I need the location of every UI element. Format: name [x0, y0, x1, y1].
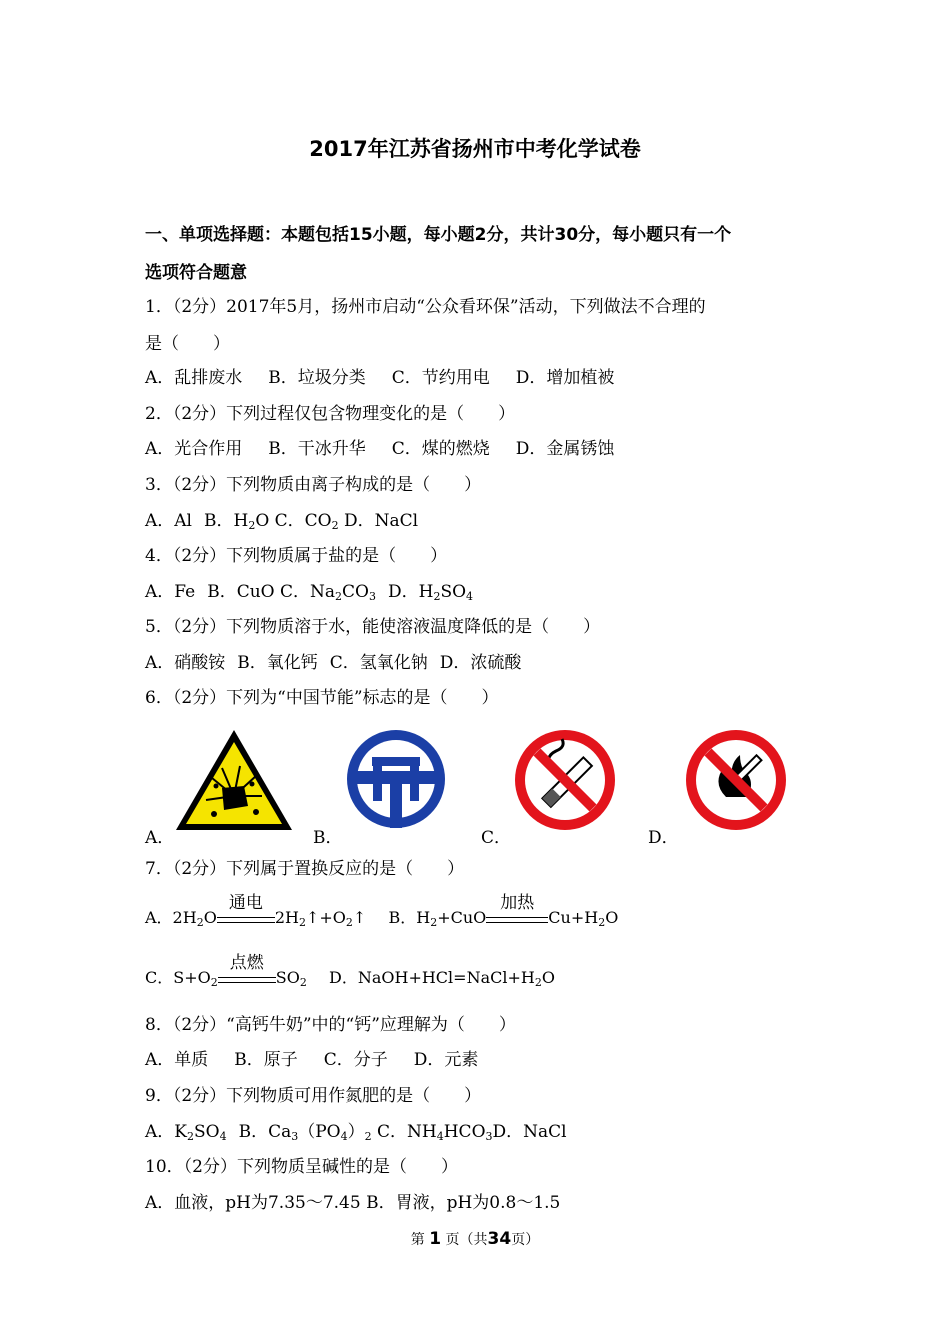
- q3-option-b[interactable]: B．$H_2O$: [204, 511, 270, 532]
- q6-stem: 6．（2分）下列为“中国节能”标志的是（ ）: [145, 688, 499, 708]
- q5-stem: 5．（2分）下列物质溶于水，能使溶液温度降低的是（ ）: [145, 617, 601, 637]
- page-total: 34: [487, 1229, 512, 1249]
- q3-options: [145, 510, 418, 537]
- q9-option-d[interactable]: D．NaCl: [492, 1122, 567, 1142]
- section-heading-line2: 选项符合题意: [145, 263, 247, 283]
- condition-text: 通电: [228, 892, 263, 913]
- no-fire-icon[interactable]: [682, 727, 790, 833]
- q10-option-a[interactable]: A．血液，pH为7.35～7.45: [145, 1193, 361, 1213]
- page-title: 2017年江苏省扬州市中考化学试卷: [309, 137, 641, 161]
- page-number: 1: [429, 1229, 442, 1249]
- q3-option-c[interactable]: C．$CO_2$: [274, 511, 339, 532]
- q3-option-a[interactable]: A．Al: [145, 511, 192, 531]
- q1-stem-line2: 是（ ）: [145, 334, 230, 354]
- no-smoking-icon[interactable]: [512, 727, 618, 833]
- china-energy-saving-icon[interactable]: [344, 727, 448, 831]
- q3-stem: 3．（2分）下列物质由离子构成的是（ ）: [145, 475, 482, 495]
- q4-option-d[interactable]: D．$H_2SO_4$: [387, 582, 474, 603]
- page-footer: 第 1 页（共34页）: [410, 1229, 540, 1249]
- q7-option-b[interactable]: B．$H_2+CuO$ 加热 $Cu+H_2O$: [389, 908, 619, 927]
- q2-stem: 2．（2分）下列过程仅包含物理变化的是（ ）: [145, 404, 516, 424]
- q10-option-b[interactable]: B．胃液，pH为0.8～1.5: [366, 1193, 561, 1213]
- q6-option-a[interactable]: A．: [145, 828, 175, 848]
- q1-options: [145, 367, 614, 389]
- q5-option-a[interactable]: A．硝酸铵: [145, 653, 226, 673]
- q2-option-b[interactable]: B．干冰升华: [268, 439, 366, 459]
- q6-option-c[interactable]: C．: [481, 828, 512, 848]
- q1-stem-line1: 1．（2分）2017年5月，扬州市启动“公众看环保”活动，下列做法不合理的: [145, 297, 706, 317]
- q8-option-b[interactable]: B．原子: [234, 1050, 298, 1070]
- q7-option-c[interactable]: C．$S+O_2$ 点燃 $SO_2$: [145, 968, 307, 987]
- q5-option-b[interactable]: B．氧化钙: [237, 653, 318, 673]
- q9-option-c[interactable]: C．$NH_4HCO_3$: [377, 1122, 493, 1143]
- q9-option-b[interactable]: B．$Ca_3(PO_4)_2$: [238, 1122, 372, 1143]
- q4-stem: 4．（2分）下列物质属于盐的是（ ）: [145, 546, 448, 566]
- q6-option-b[interactable]: B．: [313, 828, 343, 848]
- q8-options: [145, 1049, 478, 1071]
- condition-text: 点燃: [229, 952, 264, 973]
- q7-equations-cd: [145, 952, 555, 990]
- q2-option-d[interactable]: D．金属锈蚀: [515, 439, 615, 459]
- q7-option-d[interactable]: D．$NaOH+HCl=NaCl+H_2O$: [329, 968, 555, 989]
- q8-option-c[interactable]: C．分子: [323, 1050, 388, 1070]
- q4-options: [145, 581, 473, 608]
- section-heading-line1: 一、单项选择题：本题包括15小题，每小题2分，共计30分，每小题只有一个: [145, 225, 732, 245]
- q10-options: [145, 1192, 560, 1214]
- q4-option-b[interactable]: B．CuO: [207, 582, 275, 602]
- q1-option-a[interactable]: A．乱排废水: [145, 368, 243, 388]
- q9-stem: 9．（2分）下列物质可用作氮肥的是（ ）: [145, 1086, 482, 1106]
- q5-options: [145, 652, 521, 674]
- condition-arrow: [217, 892, 275, 930]
- q1-option-c[interactable]: C．节约用电: [391, 368, 490, 388]
- q1-option-b[interactable]: B．垃圾分类: [268, 368, 366, 388]
- q7-equations-ab: [145, 892, 619, 930]
- q2-options: [145, 438, 614, 460]
- q4-option-a[interactable]: A．Fe: [145, 582, 196, 602]
- q1-option-d[interactable]: D．增加植被: [515, 368, 615, 388]
- q3-option-d[interactable]: D．NaCl: [344, 511, 419, 531]
- q8-stem: 8．（2分）“高钙牛奶”中的“钙”应理解为（ ）: [145, 1015, 516, 1035]
- q10-stem: 10．（2分）下列物质呈碱性的是（ ）: [145, 1157, 458, 1177]
- condition-arrow: [486, 892, 548, 930]
- condition-text: 加热: [500, 892, 535, 913]
- q9-options: [145, 1121, 567, 1148]
- q5-option-d[interactable]: D．浓硫酸: [439, 653, 522, 673]
- explosive-warning-icon[interactable]: [172, 726, 296, 834]
- q7-stem: 7．（2分）下列属于置换反应的是（ ）: [145, 859, 465, 879]
- q6-option-d[interactable]: D．: [648, 828, 679, 848]
- q5-option-c[interactable]: C．氢氧化钠: [329, 653, 428, 673]
- q8-option-d[interactable]: D．元素: [413, 1050, 479, 1070]
- q8-option-a[interactable]: A．单质: [145, 1050, 209, 1070]
- condition-arrow: [218, 952, 276, 990]
- q7-option-a[interactable]: A．$2H_2O$ 通电 $2H_2↑+O_2↑$: [145, 908, 366, 927]
- q2-option-c[interactable]: C．煤的燃烧: [391, 439, 490, 459]
- q4-option-c[interactable]: C．$Na_2CO_3$: [280, 582, 376, 603]
- q9-option-a[interactable]: A．$K_2SO_4$: [145, 1122, 227, 1143]
- q2-option-a[interactable]: A．光合作用: [145, 439, 243, 459]
